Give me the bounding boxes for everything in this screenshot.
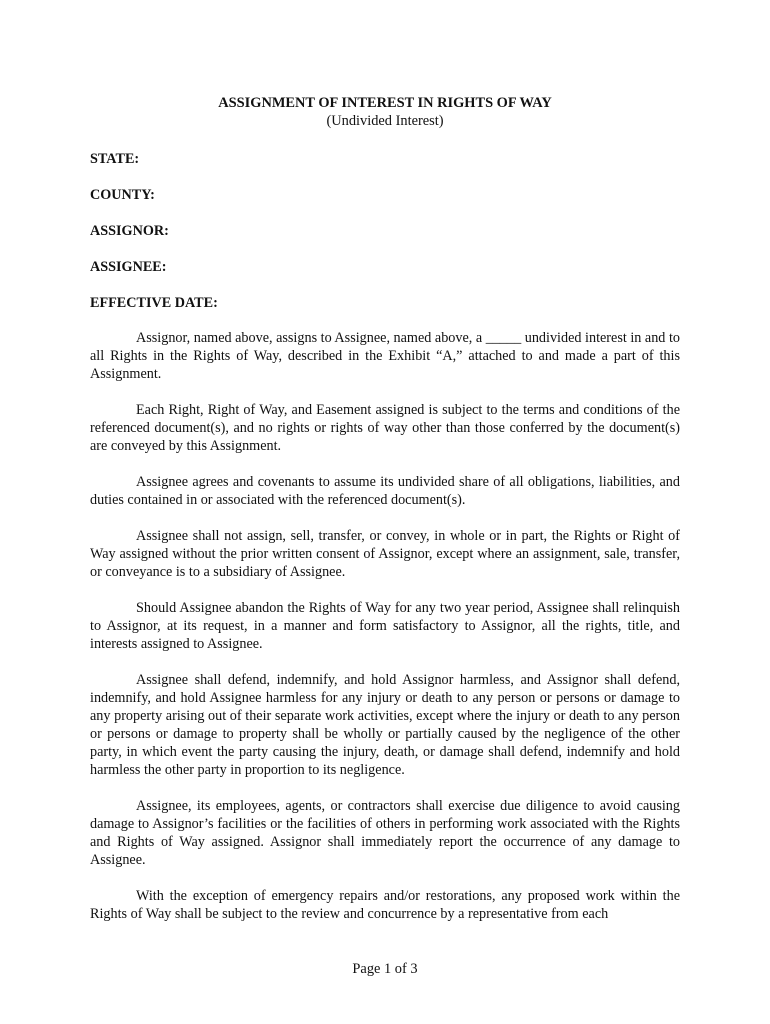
paragraph-terms: Each Right, Right of Way, and Easement assigned is subject to the terms and conditions of the referenced document(s), and no rights or rights of way other than those conferred by the document(s) are conveyed by this Assignment. (90, 402, 680, 454)
county-label: COUNTY: (90, 187, 155, 203)
paragraph-assignment: Assignor, named above, assigns to Assignee, named above, a _____ undivided interest in and to all Rights in the Rights of Way, described in the Exhibit “A,” attached to and made a part of this Assignment. (90, 330, 680, 382)
paragraph-no-assignment: Assignee shall not assign, sell, transfer, or convey, in whole or in part, the Rights or Right of Way assigned without the prior written consent of Assignor, except where an assignment, sale, transfer, or conveyance is to a subsidiary of Assignee. (90, 528, 680, 580)
document-subtitle: (Undivided Interest) (326, 113, 444, 129)
document-title: ASSIGNMENT OF INTEREST IN RIGHTS OF WAY (218, 95, 552, 111)
page-number: Page 1 of 3 (352, 961, 418, 977)
assignor-label: ASSIGNOR: (90, 223, 169, 239)
assignee-label: ASSIGNEE: (90, 259, 167, 275)
paragraph-indemnity: Assignee shall defend, indemnify, and hold Assignor harmless, and Assignor shall defend, indemnify, and hold Assignee harmless for any injury or death to any person or persons or damage to any property arising out of their separate work activities, except where the injury or death to any person or persons or damage to property shall be wholly or partially caused by the negligence of the other party, in which event the party causing the injury, death, or damage shall defend, indemnify and hold harmless the other party in proportion to its negligence. (90, 672, 680, 778)
effective-date-label: EFFECTIVE DATE: (90, 295, 218, 311)
state-label: STATE: (90, 151, 140, 167)
paragraph-obligations: Assignee agrees and covenants to assume its undivided share of all obligations, liabilities, and duties contained in or associated with the referenced document(s). (90, 474, 680, 508)
title-block (0, 94, 770, 130)
header-fields (90, 150, 690, 330)
paragraph-due-diligence: Assignee, its employees, agents, or contractors shall exercise due diligence to avoid causing damage to Assignor’s facilities or the facilities of others in performing work associated with the Rights and Rights of Way assigned. Assignor shall immediately report the occurrence of any damage to Assignee. (90, 798, 680, 868)
paragraph-proposed-work: With the exception of emergency repairs and/or restorations, any proposed work within the Rights of Way shall be subject to the review and concurrence by a representative from each (90, 888, 680, 922)
paragraph-abandonment: Should Assignee abandon the Rights of Way for any two year period, Assignee shall relinquish to Assignor, at its request, in a manner and form satisfactory to Assignor, all the rights, title, and interests assigned to Assignee. (90, 600, 680, 652)
document-body (90, 329, 680, 923)
